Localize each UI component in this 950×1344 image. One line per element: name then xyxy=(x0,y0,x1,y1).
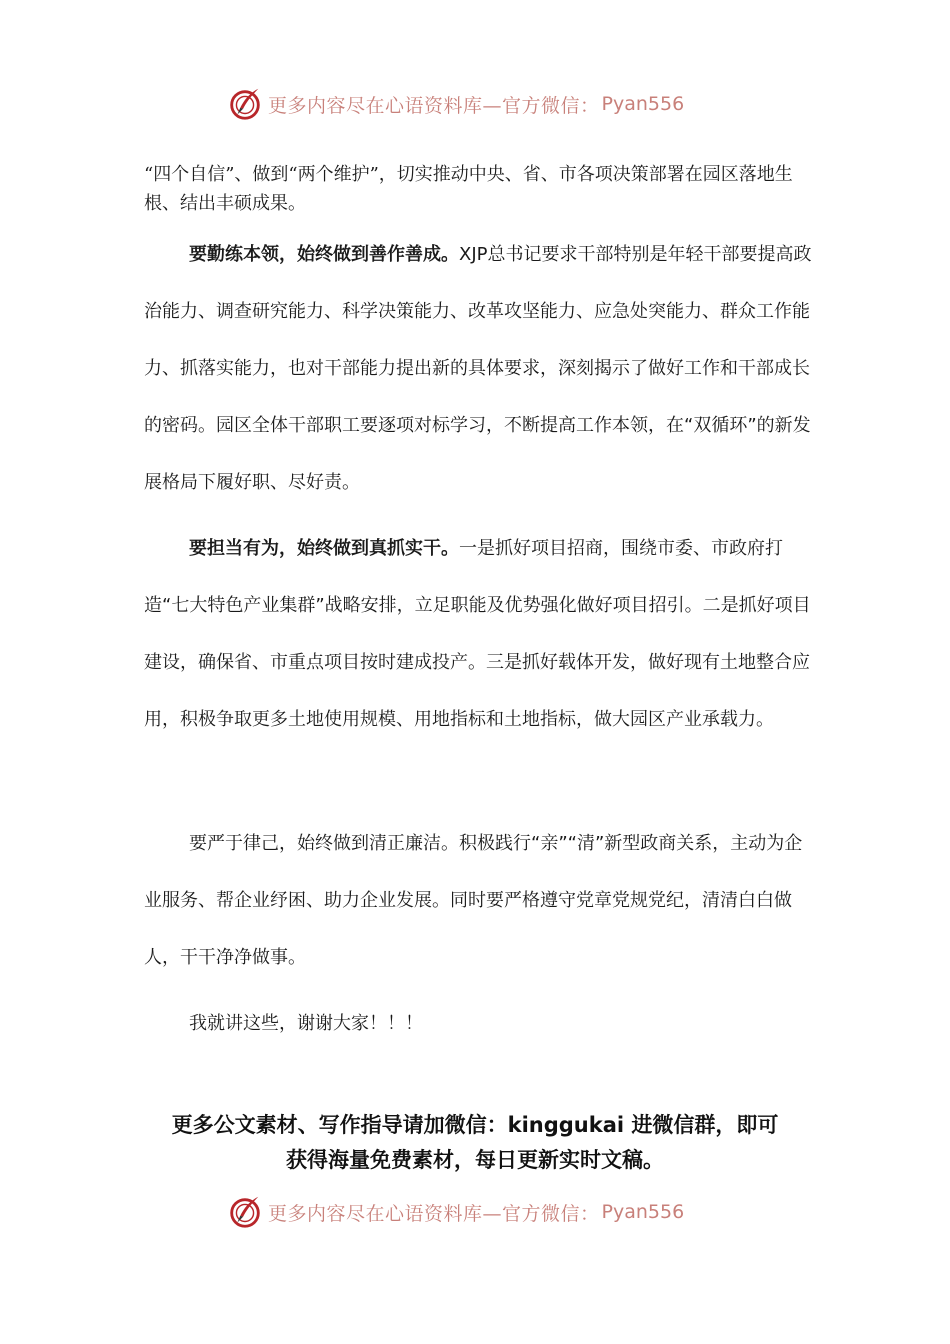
footer-banner-text: 更多内容尽在心语资料库—官方微信： xyxy=(268,1202,600,1225)
header-banner-text: 更多内容尽在心语资料库—官方微信： xyxy=(268,94,600,117)
header-wechat-id: Pyan556 xyxy=(601,93,685,115)
footer-wechat-id: Pyan556 xyxy=(601,1201,685,1223)
intro-continuation: “四个自信”、做到“两个维护”，切实推动中央、省、市各项决策部署在园区落地生根、结出丰硕成果。 xyxy=(144,164,793,214)
footer-banner xyxy=(226,1192,684,1232)
quill-logo-icon xyxy=(226,85,264,123)
promo-line-2: 获得海量免费素材，每日更新实时文稿。 xyxy=(286,1148,664,1172)
paragraph-integrity xyxy=(144,815,814,986)
header-banner xyxy=(226,84,684,124)
promo-line-1: 更多公文素材、写作指导请加微信：kinggukai 进微信群，即可 xyxy=(171,1113,779,1137)
paragraph-text: 要严于律己，始终做到清正廉洁。积极践行“亲”“清”新型政商关系，主动为企业服务、帮企业纾困、助力企业发展。同时要严格遵守党章党规党纪，清清白白做人，干干净净做事。 xyxy=(144,833,803,968)
paragraph-text: 我就讲这些，谢谢大家！！！ xyxy=(189,1013,423,1034)
paragraph-text: 一是抓好项目招商，围绕市委、市政府打造“七大特色产业集群”战略安排，立足职能及优势强化做好项目招引。二是抓好项目建设，确保省、市重点项目按时建成投产。三是抓好载体开发，做好现有土地整合应用，积极争取更多土地使用规模、用地指标和土地指标，做大园区产业承载力。 xyxy=(144,538,811,730)
paragraph-text: XJP总书记要求干部特别是年轻干部要提高政治能力、调查研究能力、科学决策能力、改革攻坚能力、应急处突能力、群众工作能力、抓落实能力，也对干部能力提出新的具体要求，深刻揭示了做好工作和干部成长的密码。园区全体干部职工要逐项对标学习，不断提高工作本领，在“双循环”的新发展格局下履好职、尽好责。 xyxy=(144,244,812,493)
paragraph-lead: 要勤练本领，始终做到善作善成。 xyxy=(189,244,459,265)
promo-notice xyxy=(120,1108,830,1178)
paragraph-closing xyxy=(144,995,814,1052)
paragraph-skills xyxy=(144,226,814,511)
quill-logo-icon xyxy=(226,1193,264,1231)
paragraph-lead: 要担当有为，始终做到真抓实干。 xyxy=(189,538,459,559)
paragraph-responsibility xyxy=(144,520,814,748)
